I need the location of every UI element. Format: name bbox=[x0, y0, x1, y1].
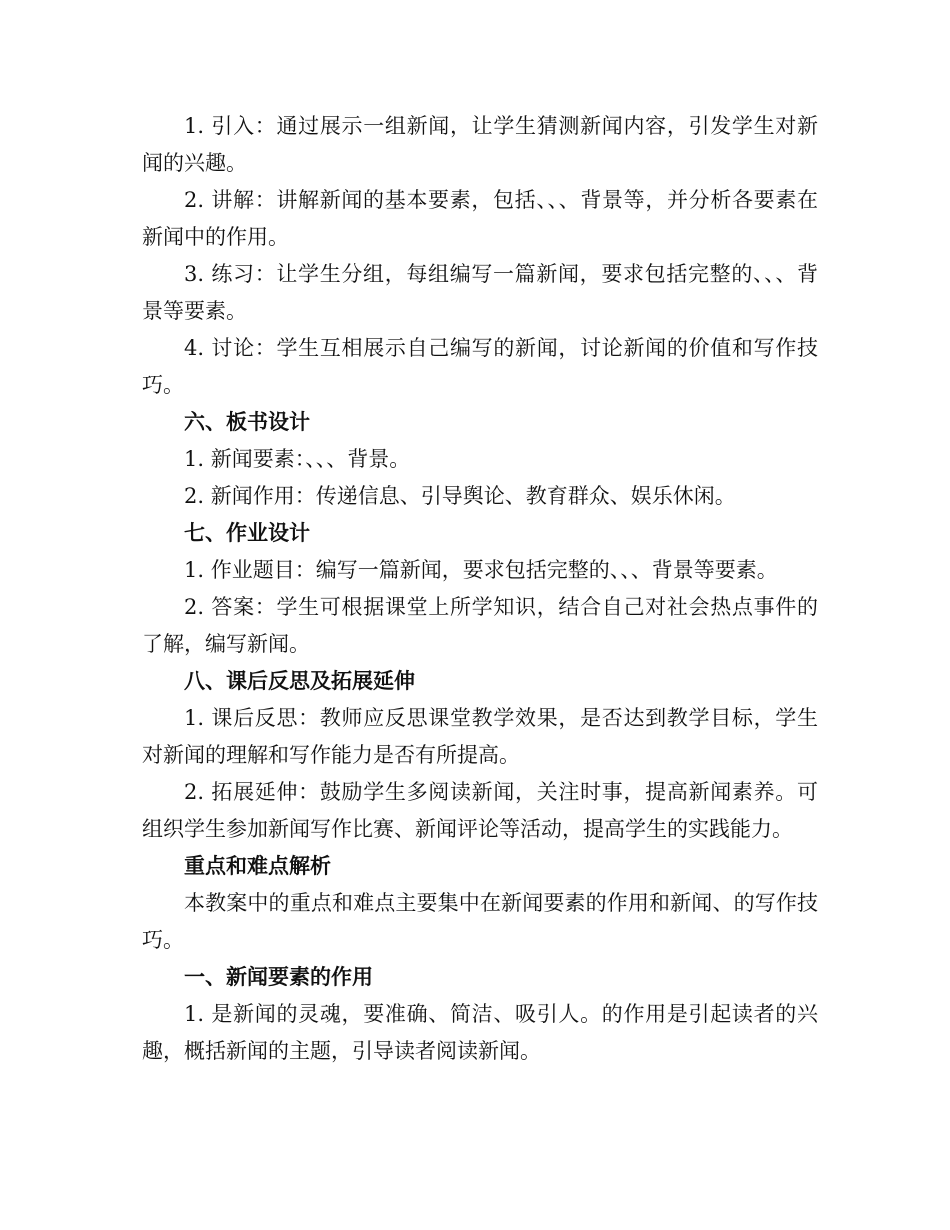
paragraph-discussion-step: 4. 讨论：学生互相展示自己编写的新闻，讨论新闻的价值和写作技巧。 bbox=[142, 336, 818, 397]
paragraph-reflection: 1. 课后反思：教师应反思课堂教学效果，是否达到教学目标，学生对新闻的理解和写作能力是否有所提高。 bbox=[142, 706, 818, 767]
heading-key-difficult-points: 重点和难点解析 bbox=[184, 854, 331, 878]
heading-reflection-extension: 八、课后反思及拓展延伸 bbox=[184, 669, 415, 693]
paragraph-news-functions: 2. 新闻作用：传递信息、引导舆论、教育群众、娱乐休闲。 bbox=[184, 484, 736, 508]
paragraph-homework-answer: 2. 答案：学生可根据课堂上所学知识，结合自己对社会热点事件的了解，编写新闻。 bbox=[142, 595, 818, 656]
paragraph-homework-topic: 1. 作业题目：编写一篇新闻，要求包括完整的、、、背景等要素。 bbox=[184, 558, 778, 582]
paragraph-extension: 2. 拓展延伸：鼓励学生多阅读新闻，关注时事，提高新闻素养。可组织学生参加新闻写作比赛、新闻评论等活动，提高学生的实践能力。 bbox=[142, 780, 818, 841]
paragraph-practice-step: 3. 练习：让学生分组，每组编写一篇新闻，要求包括完整的、、、背景等要素。 bbox=[142, 262, 818, 323]
heading-blackboard-design: 六、板书设计 bbox=[184, 410, 310, 434]
paragraph-title-role: 1. 是新闻的灵魂，要准确、简洁、吸引人。的作用是引起读者的兴趣，概括新闻的主题，引导读者阅读新闻。 bbox=[142, 1002, 818, 1063]
heading-homework-design: 七、作业设计 bbox=[184, 521, 310, 545]
heading-news-element-role: 一、新闻要素的作用 bbox=[184, 965, 373, 989]
document-body bbox=[142, 108, 818, 1070]
paragraph-news-elements: 1. 新闻要素：、、、背景。 bbox=[184, 447, 411, 471]
paragraph-key-points-summary: 本教案中的重点和难点主要集中在新闻要素的作用和新闻、的写作技巧。 bbox=[142, 891, 818, 952]
paragraph-intro-step: 1. 引入：通过展示一组新闻，让学生猜测新闻内容，引发学生对新闻的兴趣。 bbox=[142, 114, 818, 175]
paragraph-explain-step: 2. 讲解：讲解新闻的基本要素，包括、、、背景等，并分析各要素在新闻中的作用。 bbox=[142, 188, 818, 249]
